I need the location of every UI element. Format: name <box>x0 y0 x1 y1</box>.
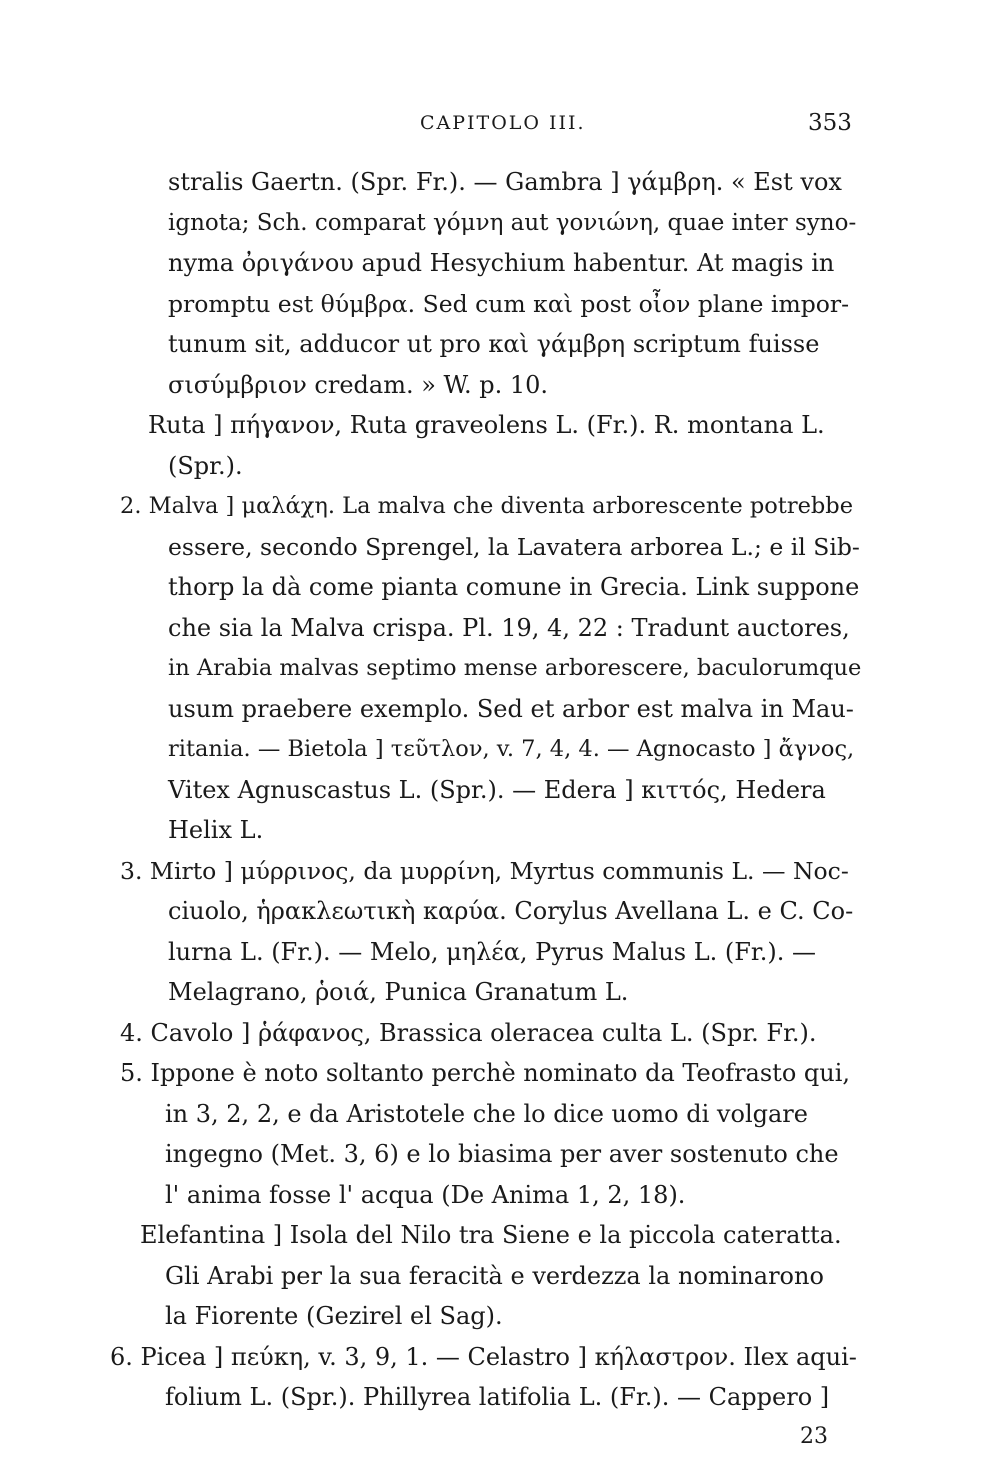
text-line: thorp la dà come pianta comune in Grecia. Link suppone <box>168 573 860 602</box>
text-line: σισύμβριον credam. » W. p. 10. <box>168 370 549 399</box>
text-line: 2. Malva ] μαλάχη. La malva che diventa arborescente potrebbe <box>120 493 854 520</box>
text-line: ritania. — Bietola ] τεῦτλον, v. 7, 4, 4. — Agnocasto ] ἄγνος, <box>168 736 855 763</box>
text-line: 6. Picea ] πεύκη, v. 3, 9, 1. — Celastro ] κήλαστρον. Ilex aqui- <box>110 1342 857 1371</box>
page-number: 353 <box>808 110 852 136</box>
text-line: tunum sit, adducor ut pro καὶ γάμβρη scriptum fuisse <box>168 330 820 359</box>
text-line: stralis Gaertn. (Spr. Fr.). — Gambra ] γάμβρη. « Est vox <box>168 168 842 196</box>
text-line: usum praebere exemplo. Sed et arbor est malva in Mau- <box>168 694 854 723</box>
text-line: essere, secondo Sprengel, la Lavatera arborea L.; e il Sib- <box>168 532 860 561</box>
text-line: Vitex Agnuscastus L. (Spr.). — Edera ] κιττός, Hedera <box>168 775 826 804</box>
text-line: Helix L. <box>168 816 264 845</box>
signature-mark: 23 <box>800 1424 828 1449</box>
text-line: l' anima fosse l' acqua (De Anima 1, 2, 18). <box>165 1180 686 1209</box>
page-header <box>0 112 1000 142</box>
text-line: in Arabia malvas septimo mense arborescere, baculorumque <box>168 655 862 682</box>
text-line: Ruta ] πήγανον, Ruta graveolens L. (Fr.). R. montana L. <box>148 411 825 440</box>
text-line: la Fiorente (Gezirel el Sag). <box>165 1302 503 1331</box>
text-line: promptu est θύμβρα. Sed cum καὶ post οἶον plane impor- <box>168 289 850 318</box>
text-line: ciuolo, ἡρακλεωτικὴ καρύα. Corylus Avellana L. e C. Co- <box>168 897 854 926</box>
text-line: Melagrano, ῥοιά, Punica Granatum L. <box>168 978 629 1007</box>
text-line: (Spr.). <box>168 451 243 480</box>
text-line: 4. Cavolo ] ῥάφανος, Brassica oleracea culta L. (Spr. Fr.). <box>120 1018 817 1047</box>
text-line: nyma ὀριγάνου apud Hesychium habentur. At magis in <box>168 249 835 278</box>
text-line: folium L. (Spr.). Phillyrea latifolia L. (Fr.). — Cappero ] <box>165 1383 830 1412</box>
text-line: Gli Arabi per la sua feracità e verdezza la nominarono <box>165 1261 824 1290</box>
text-line: ignota; Sch. comparat γόμνη aut γονιώνη, quae inter syno- <box>168 209 857 236</box>
text-line: ingegno (Met. 3, 6) e lo biasima per aver sostenuto che <box>165 1140 839 1169</box>
text-line: lurna L. (Fr.). — Melo, μηλέα, Pyrus Malus L. (Fr.). — <box>168 937 817 966</box>
text-line: 3. Mirto ] μύρρινος, da μυρρίνη, Myrtus communis L. — Noc- <box>120 856 849 885</box>
text-line: Elefantina ] Isola del Nilo tra Siene e la piccola cateratta. <box>140 1221 842 1250</box>
running-head: CAPITOLO III. <box>420 112 586 134</box>
text-line: 5. Ippone è noto soltanto perchè nominato da Teofrasto qui, <box>120 1059 851 1088</box>
text-line: in 3, 2, 2, e da Aristotele che lo dice uomo di volgare <box>165 1099 808 1128</box>
text-line: che sia la Malva crispa. Pl. 19, 4, 22 : Tradunt auctores, <box>168 613 850 642</box>
